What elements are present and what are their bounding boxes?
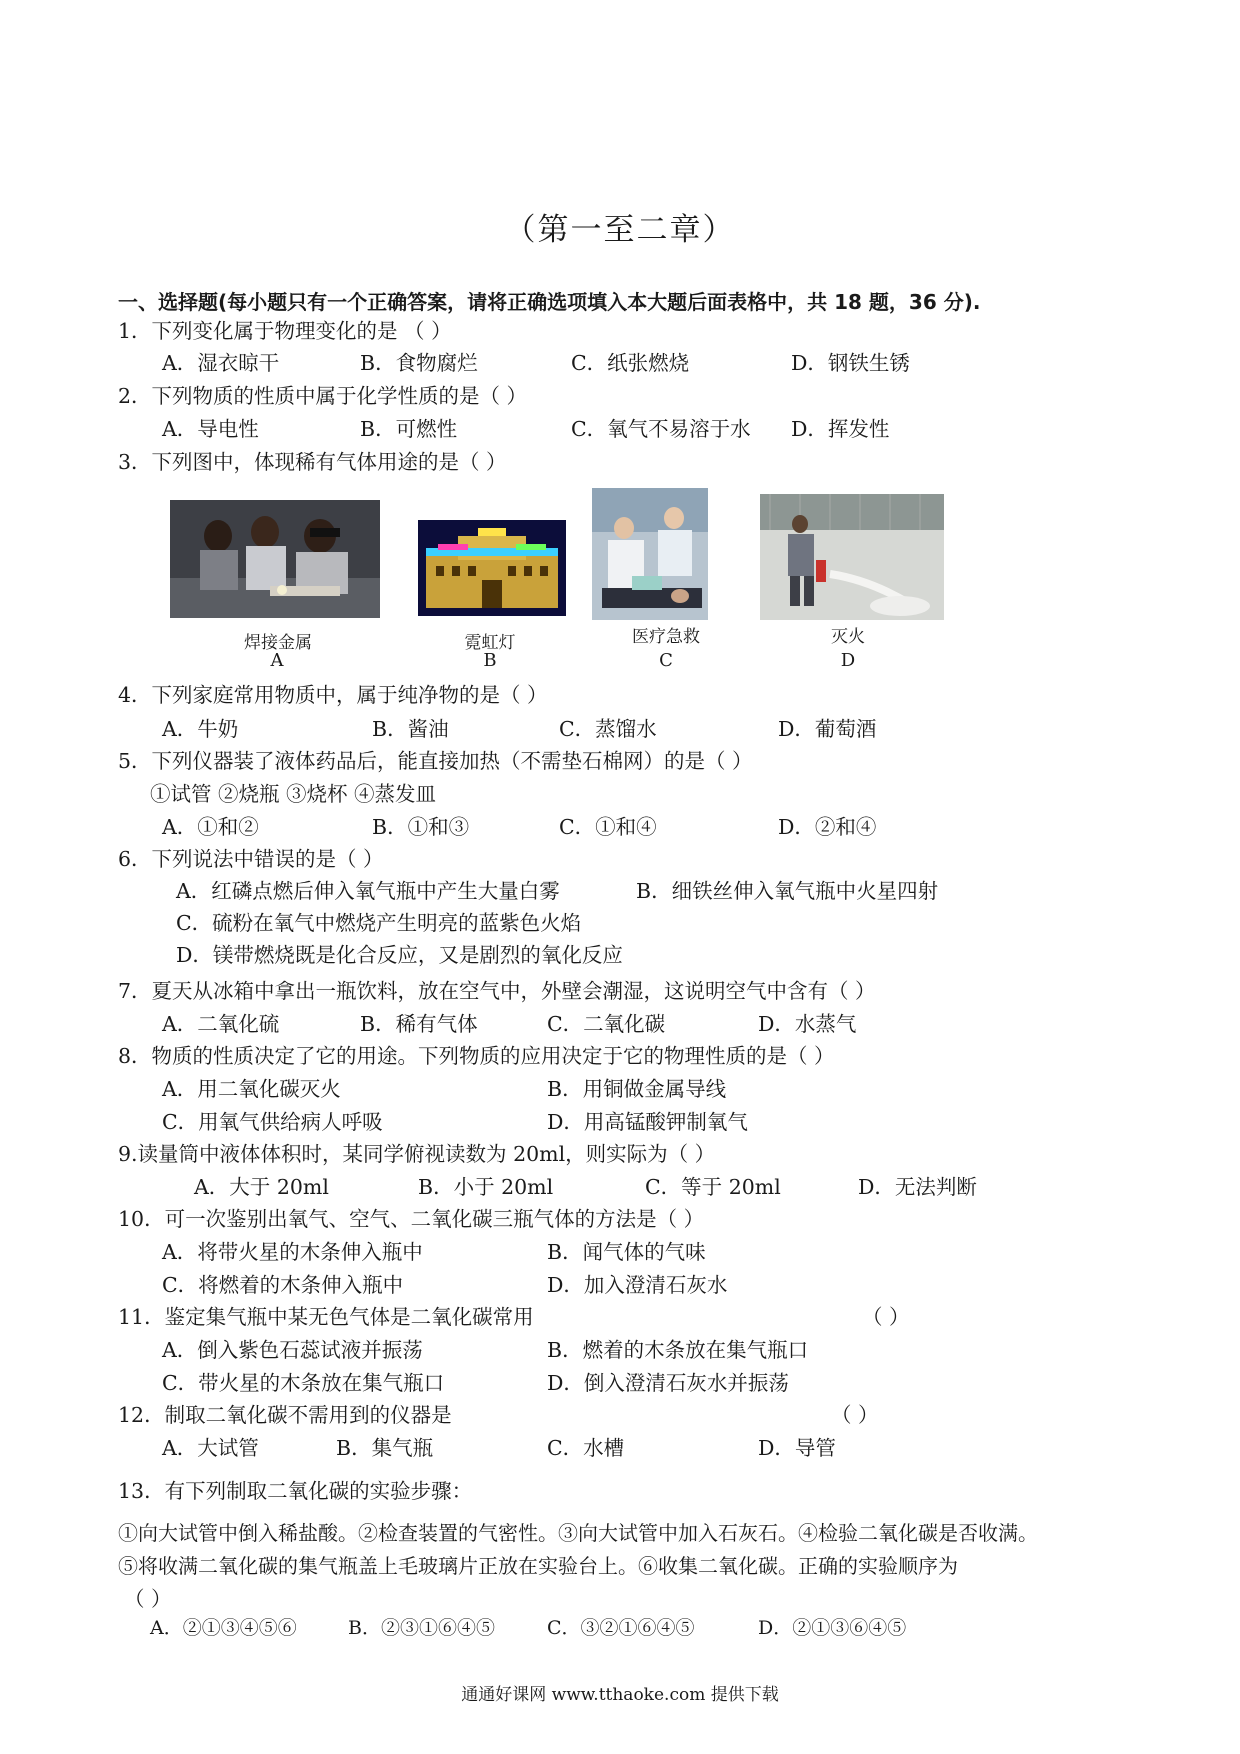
question-13-option-b: B．②③①⑥④⑤ xyxy=(348,1617,495,1639)
image-b-letter: B xyxy=(483,650,497,671)
question-6-option-d: D．镁带燃烧既是化合反应，又是剧烈的氧化反应 xyxy=(176,943,623,967)
image-c-letter: C xyxy=(659,650,673,671)
question-7-option-d: D．水蒸气 xyxy=(758,1012,857,1036)
question-6-stem: 6．下列说法中错误的是（ ） xyxy=(118,847,384,871)
question-1-option-c: C．纸张燃烧 xyxy=(571,351,690,375)
question-6-option-a: A．红磷点燃后伸入氧气瓶中产生大量白雾 xyxy=(176,879,560,903)
question-11-option-a: A．倒入紫色石蕊试液并振荡 xyxy=(162,1338,423,1362)
question-3-stem: 3．下列图中，体现稀有气体用途的是（ ） xyxy=(118,450,507,474)
image-a-letter: A xyxy=(270,650,284,671)
question-2-option-b: B．可燃性 xyxy=(360,417,458,441)
question-9-option-c: C．等于 20ml xyxy=(645,1175,781,1199)
question-2-option-d: D．挥发性 xyxy=(791,417,890,441)
question-12-stem: 12．制取二氧化碳不需用到的仪器是 xyxy=(118,1403,452,1427)
image-c-caption: 医疗急救 xyxy=(632,627,700,647)
question-5-option-b: B．①和③ xyxy=(372,815,470,839)
question-5-option-d: D．②和④ xyxy=(778,815,877,839)
question-4-stem: 4．下列家庭常用物质中，属于纯净物的是（ ） xyxy=(118,683,548,707)
question-1-option-d: D．钢铁生锈 xyxy=(791,351,910,375)
image-b-caption: 霓虹灯 xyxy=(464,633,516,653)
question-2-option-a: A．导电性 xyxy=(162,417,259,441)
question-6-option-c: C．硫粉在氧气中燃烧产生明亮的蓝紫色火焰 xyxy=(176,911,582,935)
question-11-stem: 11．鉴定集气瓶中某无色气体是二氧化碳常用 xyxy=(118,1305,534,1329)
question-9-stem: 9.读量筒中液体体积时，某同学俯视读数为 20ml，则实际为（ ） xyxy=(118,1142,716,1166)
question-13-steps-line-2: ⑤将收满二氧化碳的集气瓶盖上毛玻璃片正放在实验台上。⑥收集二氧化碳。正确的实验顺序为 xyxy=(118,1554,958,1578)
question-10-option-b: B．闻气体的气味 xyxy=(547,1240,706,1264)
question-13-steps-line-1: ①向大试管中倒入稀盐酸。②检查装置的气密性。③向大试管中加入石灰石。④检验二氧化碳是否收满。 xyxy=(118,1521,1038,1545)
neon-lights-photo xyxy=(418,520,566,616)
question-4-option-a: A．牛奶 xyxy=(162,717,239,741)
question-1-option-b: B．食物腐烂 xyxy=(360,351,478,375)
question-9-option-b: B．小于 20ml xyxy=(418,1175,554,1199)
question-5-stem: 5．下列仪器装了液体药品后，能直接加热（不需垫石棉网）的是（ ） xyxy=(118,749,753,773)
question-1-stem: 1．下列变化属于物理变化的是 （ ） xyxy=(118,319,452,343)
image-a-caption: 焊接金属 xyxy=(244,633,312,653)
page-footer: 通通好课网 www.tthaoke.com 提供下载 xyxy=(461,1685,779,1705)
medical-emergency-photo xyxy=(592,488,708,620)
question-7-option-b: B．稀有气体 xyxy=(360,1012,478,1036)
question-8-stem: 8．物质的性质决定了它的用途。下列物质的应用决定于它的物理性质的是（ ） xyxy=(118,1044,835,1068)
question-9-option-a: A．大于 20ml xyxy=(194,1175,329,1199)
question-2-stem: 2．下列物质的性质中属于化学性质的是（ ） xyxy=(118,384,528,408)
question-5-option-a: A．①和② xyxy=(162,815,259,839)
question-13-option-d: D．②①③⑥④⑤ xyxy=(758,1617,907,1639)
question-10-option-c: C．将燃着的木条伸入瓶中 xyxy=(162,1273,404,1297)
question-11-option-b: B．燃着的木条放在集气瓶口 xyxy=(547,1338,809,1362)
image-d-caption: 灭火 xyxy=(831,627,865,647)
question-12-option-b: B．集气瓶 xyxy=(336,1436,434,1460)
fire-fighting-photo xyxy=(760,494,944,620)
question-10-option-d: D．加入澄清石灰水 xyxy=(547,1273,728,1297)
question-12-option-a: A．大试管 xyxy=(162,1436,259,1460)
question-1-option-a: A．湿衣晾干 xyxy=(162,351,280,375)
question-8-option-b: B．用铜做金属导线 xyxy=(547,1077,727,1101)
page-title: （第一至二章） xyxy=(504,212,736,248)
question-13-stem: 13．有下列制取二氧化碳的实验步骤： xyxy=(118,1479,473,1503)
question-11-option-d: D．倒入澄清石灰水并振荡 xyxy=(547,1371,789,1395)
question-6-option-b: B．细铁丝伸入氧气瓶中火星四射 xyxy=(636,879,939,903)
question-5-option-c: C．①和④ xyxy=(559,815,657,839)
question-12-option-c: C．水槽 xyxy=(547,1436,625,1460)
question-2-option-c: C．氧气不易溶于水 xyxy=(571,417,751,441)
question-13-option-a: A．②①③④⑤⑥ xyxy=(150,1617,297,1639)
question-4-option-b: B．酱油 xyxy=(372,717,449,741)
image-d-letter: D xyxy=(840,650,856,671)
question-8-option-d: D．用高锰酸钾制氧气 xyxy=(547,1110,748,1134)
question-4-option-d: D．葡萄酒 xyxy=(778,717,877,741)
section-heading: 一、选择题(每小题只有一个正确答案，请将正确选项填入本大题后面表格中，共 18 题，36 分). xyxy=(118,290,981,314)
welding-photo xyxy=(170,500,380,618)
question-11-option-c: C．带火星的木条放在集气瓶口 xyxy=(162,1371,445,1395)
question-8-option-a: A．用二氧化碳灭火 xyxy=(162,1077,341,1101)
question-13-answer-paren: （ ） xyxy=(124,1587,172,1611)
question-8-option-c: C．用氧气供给病人呼吸 xyxy=(162,1110,383,1134)
question-11-answer-paren: （ ） xyxy=(862,1305,910,1329)
question-5-items: ①试管 ②烧瓶 ③烧杯 ④蒸发皿 xyxy=(150,782,437,806)
question-7-stem: 7．夏天从冰箱中拿出一瓶饮料，放在空气中，外壁会潮湿，这说明空气中含有（ ） xyxy=(118,979,876,1003)
question-7-option-c: C．二氧化碳 xyxy=(547,1012,666,1036)
question-13-option-c: C．③②①⑥④⑤ xyxy=(547,1617,695,1639)
question-4-option-c: C．蒸馏水 xyxy=(559,717,657,741)
question-10-option-a: A．将带火星的木条伸入瓶中 xyxy=(162,1240,423,1264)
question-12-option-d: D．导管 xyxy=(758,1436,836,1460)
question-7-option-a: A．二氧化硫 xyxy=(162,1012,280,1036)
question-9-option-d: D．无法判断 xyxy=(858,1175,977,1199)
question-10-stem: 10．可一次鉴别出氧气、空气、二氧化碳三瓶气体的方法是（ ） xyxy=(118,1207,705,1231)
question-12-answer-paren: （ ） xyxy=(831,1403,879,1427)
